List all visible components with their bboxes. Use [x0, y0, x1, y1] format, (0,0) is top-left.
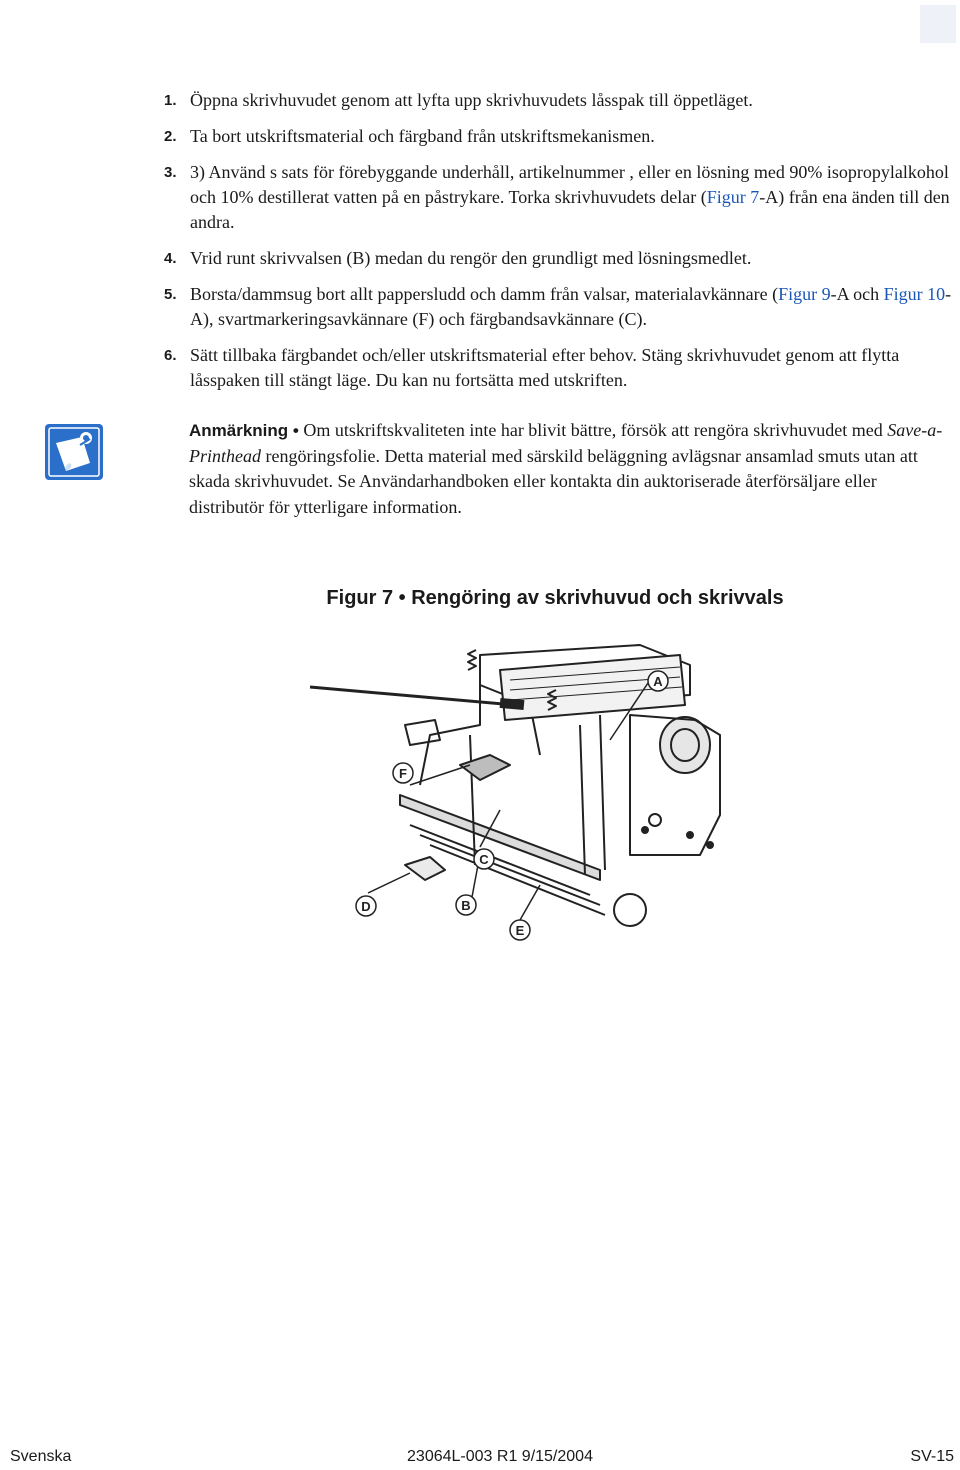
callout-f: F [399, 766, 407, 781]
note-label: Anmärkning • [189, 421, 299, 440]
instruction-steps [164, 88, 954, 404]
footer-language: Svenska [10, 1448, 72, 1465]
note-text: Om utskriftskvaliteten inte har blivit bättre, försök att rengöra skrivhuvudet med [298, 420, 888, 440]
step-4 [164, 246, 954, 271]
callout-a: A [653, 674, 663, 689]
step-3 [164, 160, 954, 235]
footer-page-number: SV-15 [910, 1448, 954, 1465]
step-5 [164, 282, 954, 332]
callout-c: C [479, 852, 489, 867]
step-text: -A), svartmarkeringsavkännare (F) och färgbandsavkännare (C). [190, 284, 952, 329]
step-number: 2. [164, 128, 177, 145]
note-paragraph [189, 418, 949, 520]
product-name: Save-a-Printhead [189, 420, 943, 466]
step-number: 4. [164, 250, 177, 267]
step-text: Ta bort utskriftsmaterial och färgband från utskriftsmekanismen. [190, 126, 655, 146]
figure-caption: Figur 7 • Rengöring av skrivhuvud och skrivvals [326, 587, 784, 609]
note-text: rengöringsfolie. Detta material med särskild beläggning avlägsnar ansamlad smuts utan att skada skrivhuvudet. Se Användarhandboken eller kontakta din auktoriserade återförsäljare eller distributör för ytterligare information. [189, 445, 918, 517]
callout-e: E [515, 923, 525, 938]
step-number: 6. [164, 347, 177, 364]
figure-9-link[interactable]: Figur 9 [778, 284, 831, 304]
step-number: 3. [164, 164, 177, 181]
step-text: -A och [830, 284, 884, 304]
step-6 [164, 343, 954, 393]
printhead-cleaning-illustration [300, 625, 820, 955]
callout-d: D [361, 899, 371, 914]
step-text: Sätt tillbaka färgbandet och/eller utskriftsmaterial efter behov. Stäng skrivhuvudet genom att flytta låsspaken till stängt läge. Du kan nu fortsätta med utskriften. [190, 345, 900, 390]
step-text: -A) från ena änden till den andra. [190, 187, 950, 232]
step-1 [164, 88, 954, 113]
figure-7-link[interactable]: Figur 7 [706, 187, 760, 207]
footer-doc-id: 23064L-003 R1 9/15/2004 [407, 1448, 593, 1465]
step-text: 3) Använd s sats för förebyggande underhåll, artikelnummer , eller en lösning med 90% isopropylalkohol och 10% destillerat vatten på en påstrykare. Torka skrivhuvudets delar ( [190, 162, 949, 207]
step-text: Vrid runt skrivvalsen (B) medan du rengör den grundligt med lösningsmedlet. [190, 248, 752, 268]
step-number: 1. [164, 92, 177, 109]
step-text: Öppna skrivhuvudet genom att lyfta upp skrivhuvudets låsspak till öppetläget. [190, 90, 753, 110]
corner-marker [920, 5, 956, 43]
figure-10-link[interactable]: Figur 10 [883, 284, 946, 304]
callout-b: B [461, 898, 471, 913]
step-2 [164, 124, 954, 149]
step-number: 5. [164, 286, 177, 303]
note-pencil-icon [44, 423, 104, 481]
step-text: Borsta/dammsug bort allt pappersludd och damm från valsar, materialavkännare ( [190, 284, 779, 304]
